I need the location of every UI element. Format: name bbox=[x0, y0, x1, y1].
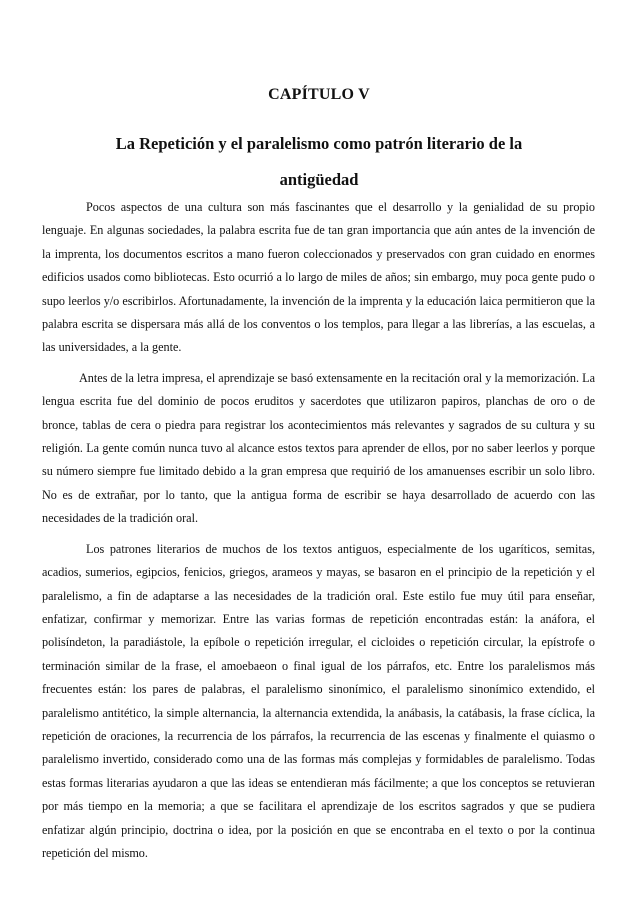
document-body bbox=[42, 196, 595, 865]
chapter-title: La Repetición y el paralelismo como patrón literario de la antigüedad bbox=[115, 134, 523, 189]
chapter-heading: CAPÍTULO V bbox=[268, 86, 370, 103]
paragraph-3: Los patrones literarios de muchos de los textos antiguos, especialmente de los ugaríticos, semitas, acadios, sumerios, egipcios, fenicios, griegos, arameos y mayas, se basaron en el principio de la repetición y el paralelismo, a fin de adaptarse a las necesidades de la tradición oral. Este estilo fue muy útil para enseñar, enfatizar, confirmar y memorizar. Entre las varias formas de repetición encontradas están: la anáfora, el polisíndeton, la paradiástole, la epíbole o repetición irregular, el cicloides o repetición circular, la epístrofe o terminación similar de la frase, el amoebaeon o final igual de los párrafos, etc. Entre los paralelismos más frecuentes están: los pares de palabras, el paralelismo sinonímico, el paralelismo sinonímico extendido, el paralelismo antitético, la simple alternancia, la alternancia extendida, la anábasis, la catábasis, la frase cíclica, la repetición de oraciones, la recurrencia de los párrafos, la recurrencia de las escenas y finalmente el quiasmo o paralelismo invertido, considerado como una de las formas más complejas y formidables de paralelismo. Todas estas formas literarias ayudaron a que las ideas se entendieran más fácilmente; a que los conceptos se retuvieran por más tiempo en la memoria; a que se facilitara el aprendizaje de los escritos sagrados y que se pudiera enfatizar algún principio, doctrina o idea, por la posición en que se encontraba en el texto o por la continua repetición del mismo. bbox=[42, 541, 595, 860]
paragraph-1: Pocos aspectos de una cultura son más fascinantes que el desarrollo y la genialidad de su propio lenguaje. En algunas sociedades, la palabra escrita fue de tan gran importancia que aún antes de la invención de la imprenta, los documentos escritos a mano fueron coleccionados y preservados con gran cuidado en enormes edificios usados como bibliotecas. Esto ocurrió a lo largo de miles de años; sin embargo, muy poca gente pudo o supo leerlos y/o escribirlos. Afortunadamente, la invención de la imprenta y la educación laica permitieron que la palabra escrita se dispersara más allá de los conventos o los templos, para llegar a las librerías, a las escuelas, a las universidades, a la gente. bbox=[42, 200, 595, 355]
paragraph-2: Antes de la letra impresa, el aprendizaje se basó extensamente en la recitación oral y la memorización. La lengua escrita fue del dominio de pocos eruditos y sacerdotes que utilizaron papiros, planchas de oro o de bronce, tablas de cera o piedra para registrar los acontecimientos más relevantes y sagrados de su cultura y su religión. La gente común nunca tuvo al alcance estos textos para aprender de ellos, por no saber leerlos y porque su número siempre fue limitado debido a la gran empresa que requirió de los amanuenses escribir un solo libro. No es de extrañar, por lo tanto, que la antigua forma de escribir se haya desarrollado de acuerdo con las necesidades de la tradición oral. bbox=[42, 370, 595, 526]
